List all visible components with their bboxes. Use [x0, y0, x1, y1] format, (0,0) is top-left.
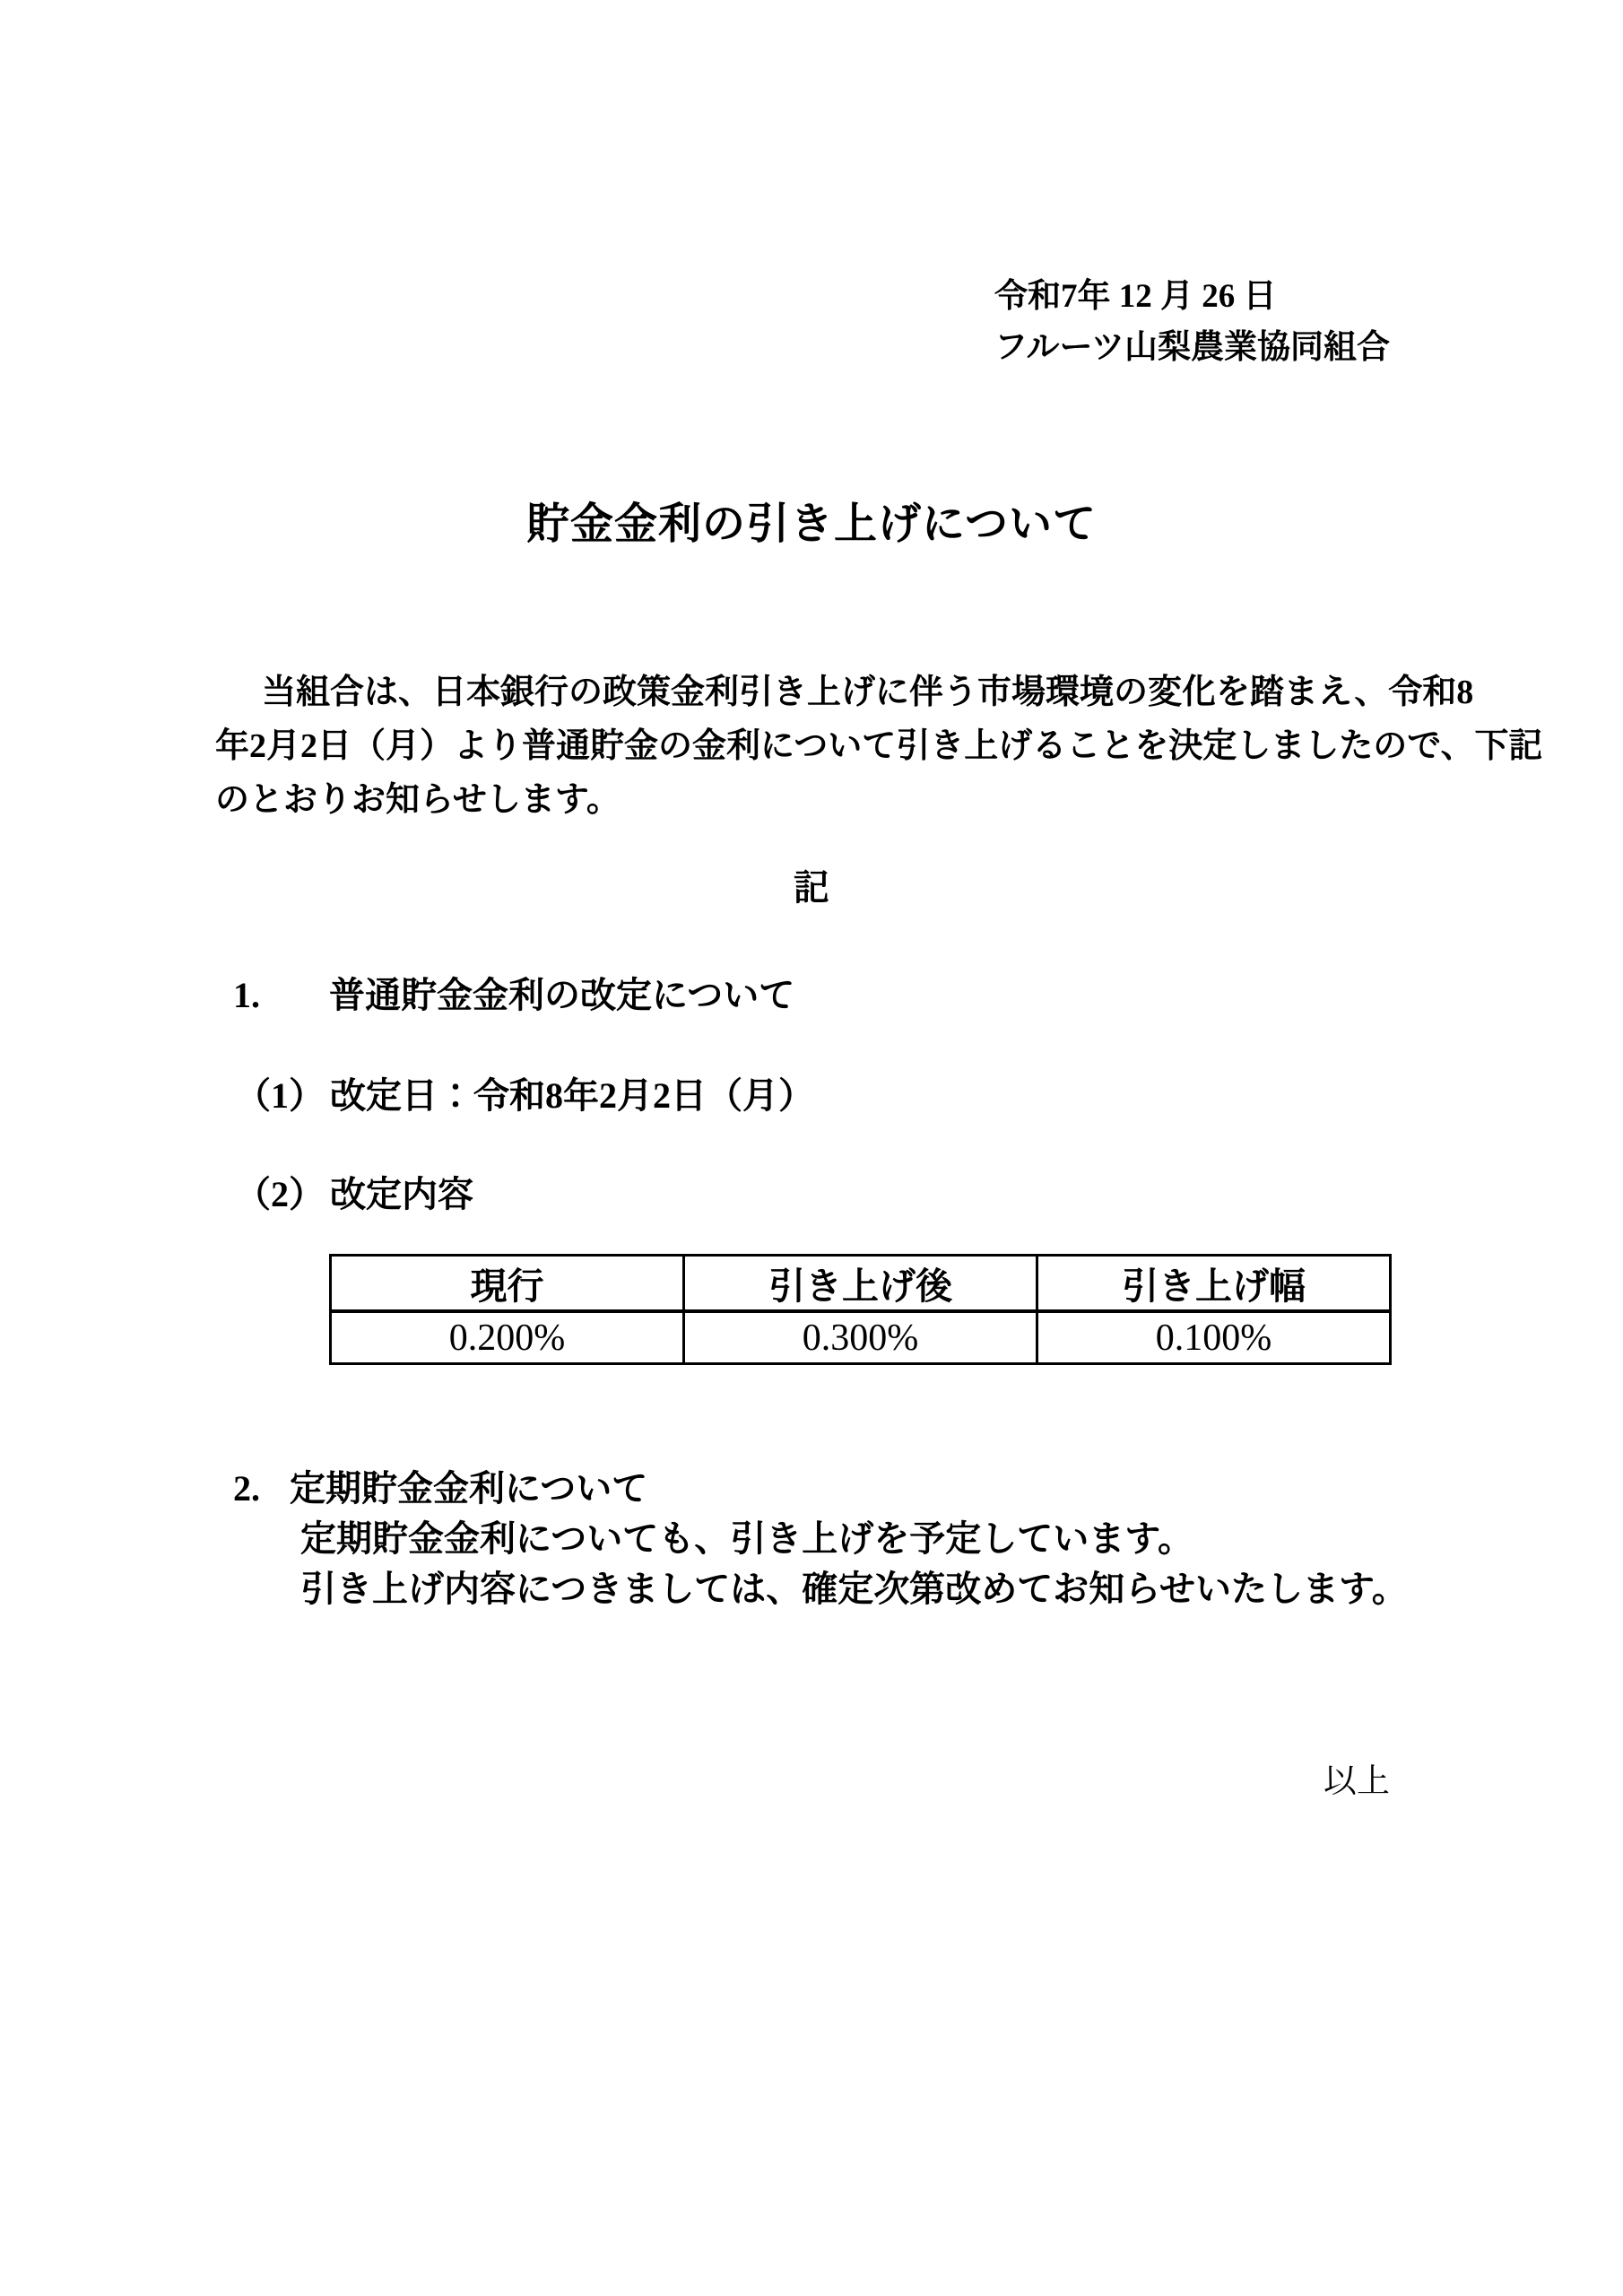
- document-title: 貯金金利の引き上げについて: [525, 500, 1098, 548]
- section-1-heading: [233, 967, 794, 1018]
- revision-date-label: 改定日：令和8年2月2日（月）: [330, 1075, 814, 1116]
- intro-paragraph: [215, 665, 1543, 827]
- document-header: [994, 271, 1390, 373]
- organization-name: フルーツ山梨農業協同組合: [994, 329, 1390, 366]
- rate-table-header-increase: 引き上げ幅: [1037, 1256, 1391, 1312]
- closing-marker: 以上: [1324, 1763, 1390, 1800]
- rate-table-header-row: [331, 1256, 1391, 1312]
- section-1-number: 1.: [233, 975, 260, 1015]
- revision-content-label: 改定内容: [330, 1174, 473, 1214]
- document-date: 令和7年 12 月 26 日: [994, 278, 1277, 315]
- rate-increase-value: 0.100%: [1037, 1311, 1391, 1364]
- section-2-heading-text: 定期貯金金利について: [290, 1468, 648, 1509]
- rate-table-header-after: 引き上げ後: [684, 1256, 1037, 1312]
- rate-after-value: 0.300%: [684, 1311, 1037, 1364]
- rate-current-value: 0.200%: [331, 1311, 684, 1364]
- revision-content-number: （2）: [235, 1174, 325, 1214]
- record-marker: 記: [794, 867, 829, 908]
- revision-date-item: [235, 1067, 814, 1118]
- section-2-body-line: 定期貯金金利についても、引き上げを予定しています。: [300, 1518, 1193, 1559]
- revision-date-number: （1）: [235, 1075, 325, 1116]
- revision-content-item: [235, 1166, 473, 1217]
- intro-line: 年2月2日（月）より普通貯金の金利について引き上げることを決定しましたので、下記: [215, 727, 1543, 765]
- intro-line: のとおりお知らせします。: [215, 781, 621, 819]
- rate-table: [329, 1254, 1392, 1365]
- intro-line: 当組合は、日本銀行の政策金利引き上げに伴う市場環境の変化を踏まえ、令和8: [262, 674, 1474, 711]
- section-2-heading: [233, 1460, 647, 1511]
- rate-table-header-current: 現行: [331, 1256, 684, 1312]
- rate-table-value-row: [331, 1311, 1391, 1364]
- section-1-heading-text: 普通貯金金利の改定について: [329, 975, 795, 1015]
- section-2-number: 2.: [233, 1468, 260, 1509]
- section-2-body-line: 引き上げ内容につきましては、確定次第改めてお知らせいたします。: [300, 1569, 1408, 1609]
